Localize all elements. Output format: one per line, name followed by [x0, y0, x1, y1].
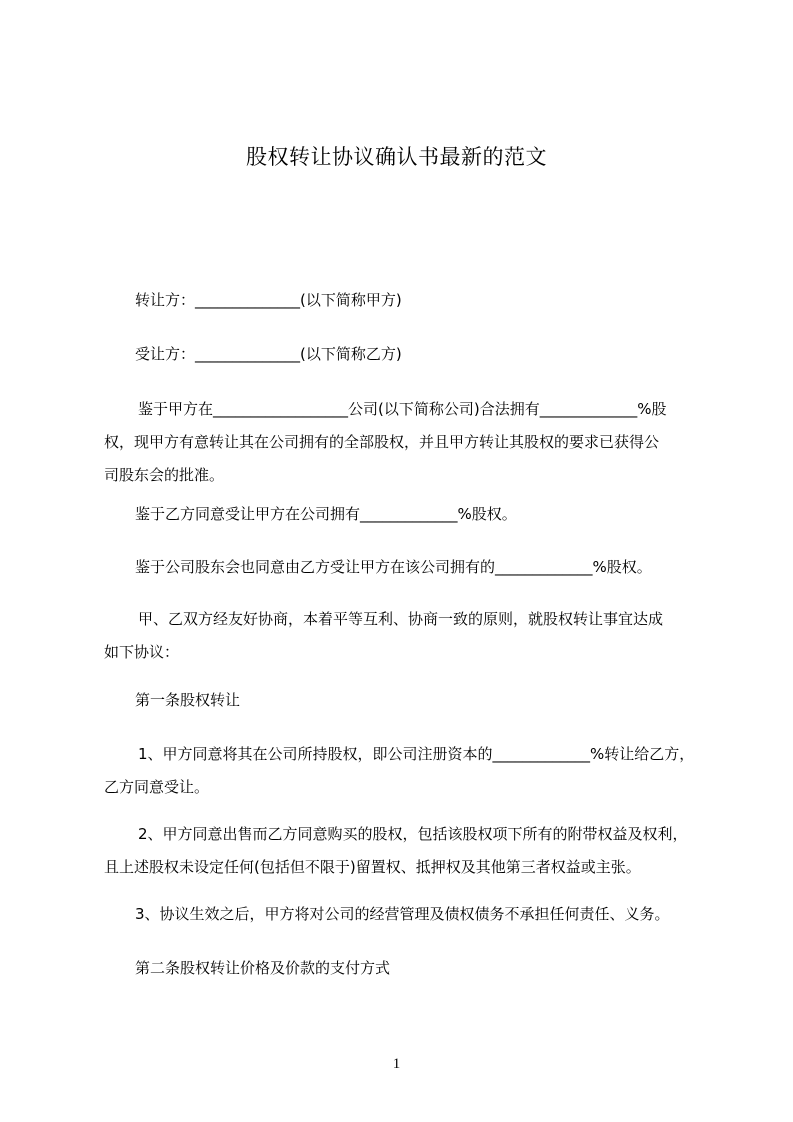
paragraph-recital-3 [104, 551, 724, 584]
article-1-clause-3 [104, 898, 724, 931]
paragraph-recital-2 [104, 498, 724, 531]
article-1-clause-1 [104, 738, 724, 804]
paragraph-line: 受让方：______________(以下简称乙方) [135, 345, 402, 363]
document-title: 股权转让协议确认书最新的范文 [246, 145, 547, 169]
paragraph-line: 转让方：______________(以下简称甲方) [135, 291, 402, 309]
article-2-heading [104, 952, 724, 985]
page-number: 1 [392, 1056, 401, 1072]
paragraph-transferee [104, 338, 724, 371]
paragraph-agreement-intro [104, 603, 724, 669]
paragraph-line: 甲、乙双方经友好协商，本着平等互利、协商一致的原则，就股权转让事宜达成 [138, 610, 664, 628]
paragraph-line: 鉴于公司股东会也同意由乙方受让甲方在该公司拥有的_____________%股权。 [135, 558, 652, 576]
paragraph-line: 且上述股权未设定任何(包括但不限于)留置权、抵押权及其他第三者权益或主张。 [104, 858, 641, 876]
paragraph-recital-1 [104, 393, 724, 492]
paragraph-line: 2、甲方同意出售而乙方同意购买的股权，包括该股权项下所有的附带权益及权利， [138, 825, 688, 843]
paragraph-line: 第二条股权转让价格及价款的支付方式 [135, 959, 391, 977]
paragraph-line: 第一条股权转让 [135, 691, 241, 709]
paragraph-line: 鉴于甲方在__________________公司(以下简称公司)合法拥有_____________%股 [138, 400, 667, 418]
paragraph-transferor [104, 284, 724, 317]
article-1-heading [104, 684, 724, 717]
paragraph-line: 权，现甲方有意转让其在公司拥有的全部股权，并且甲方转让其股权的要求已获得公 [104, 433, 660, 451]
paragraph-line: 司股东会的批准。 [104, 466, 225, 484]
paragraph-line: 3、协议生效之后，甲方将对公司的经营管理及债权债务不承担任何责任、义务。 [135, 905, 670, 923]
paragraph-line: 鉴于乙方同意受让甲方在公司拥有_____________%股权。 [135, 505, 517, 523]
paragraph-line: 乙方同意受让。 [104, 778, 210, 796]
paragraph-line: 1、甲方同意将其在公司所持股权，即公司注册资本的_____________%转让给乙方， [138, 745, 695, 763]
paragraph-line: 如下协议： [104, 643, 180, 661]
article-1-clause-2 [104, 818, 724, 884]
